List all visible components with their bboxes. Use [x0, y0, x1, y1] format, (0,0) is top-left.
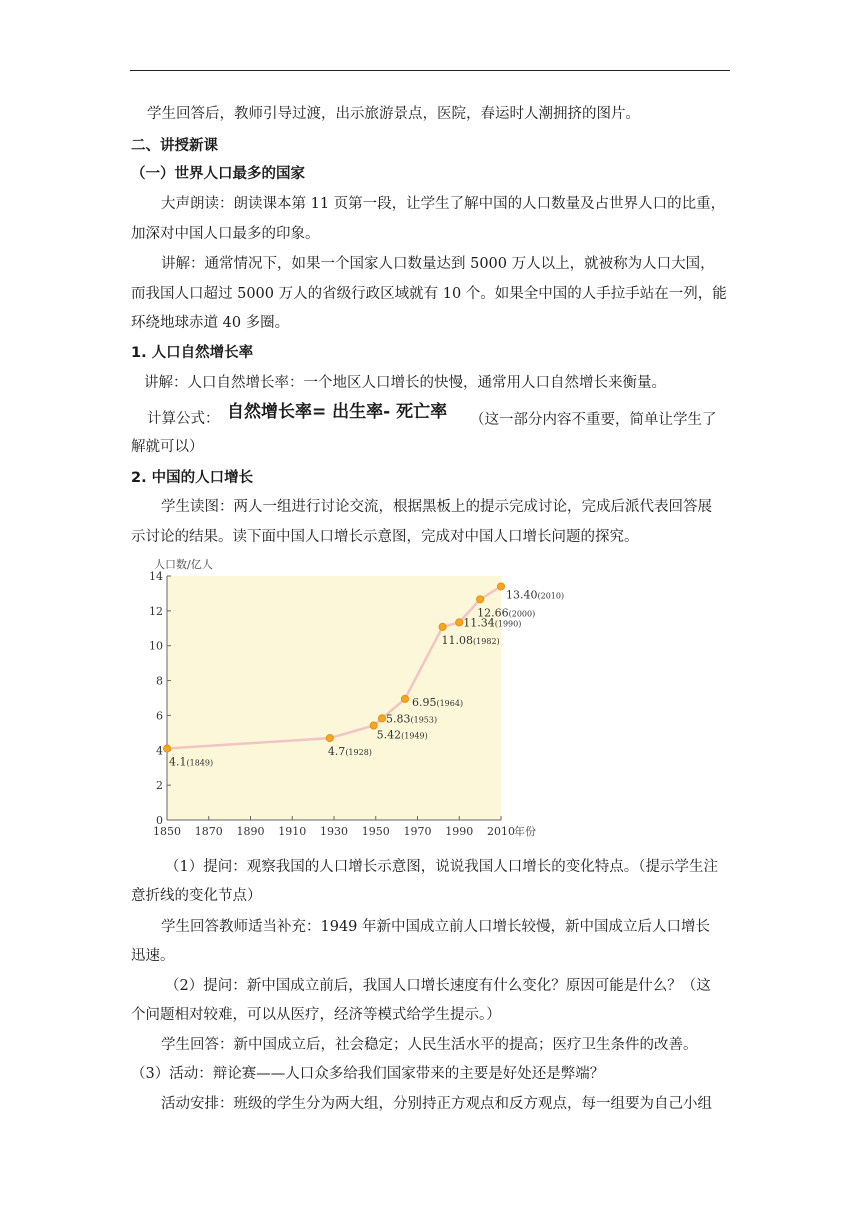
heading-natural-growth-rate: 1. 人口自然增长率 [131, 345, 254, 361]
paragraph-transition: 学生回答后，教师引导过渡，出示旅游景点，医院，春运时人潮拥挤的图片。 [147, 106, 640, 122]
formula-note: （这一部分内容不重要，简单让学生了 [470, 412, 717, 428]
header-rule [130, 70, 730, 71]
data-label: 5.42(1949) [376, 728, 428, 742]
paragraph-question2-line1: （2）提问：新中国成立前后，我国人口增长速度有什么变化？原因可能是什么？（这 [165, 978, 711, 994]
data-label: 4.7(1928) [327, 745, 372, 759]
data-point [401, 695, 408, 702]
subsection-heading-most-populous: （一）世界人口最多的国家 [131, 166, 305, 182]
data-label: 13.40(2010) [506, 588, 565, 602]
data-point [456, 619, 463, 626]
data-point [326, 734, 333, 741]
y-tick-label: 12 [149, 604, 163, 618]
paragraph-activity-debate: （3）活动：辩论赛——人口众多给我们国家带来的主要是好处还是弊端？ [131, 1066, 605, 1082]
y-tick-label: 6 [156, 709, 163, 723]
y-tick-label: 10 [149, 639, 163, 653]
data-label: 12.66(2000) [477, 606, 536, 620]
x-tick-label: 1850 [153, 825, 181, 838]
heading-china-population-growth: 2. 中国的人口增长 [131, 470, 254, 486]
y-tick-label: 8 [156, 674, 163, 688]
paragraph-question1-line1: （1）提问：观察我国的人口增长示意图，说说我国人口增长的变化特点。（提示学生注 [165, 859, 718, 875]
x-tick-label: 1910 [278, 825, 307, 838]
x-tick-label: 2010 [487, 825, 515, 838]
paragraph-answer1-line1: 学生回答教师适当补充：1949 年新中国成立前人口增长较慢，新中国成立后人口增长 [161, 919, 711, 935]
data-point [439, 623, 446, 630]
data-point [378, 715, 385, 722]
paragraph-reading-line1: 大声朗读：朗读课本第 11 页第一段，让学生了解中国的人口数量及占世界人口的比重， [161, 196, 726, 212]
y-tick-label: 4 [156, 744, 163, 758]
y-tick-label: 2 [156, 779, 163, 793]
paragraph-question2-line2: 个问题相对较难，可以从医疗，经济等模式给学生提示。） [131, 1007, 501, 1023]
paragraph-activity-arrangement: 活动安排：班级的学生分为两大组，分别持正方观点和反方观点，每一组要为自己小组 [161, 1096, 712, 1112]
paragraph-explain-line2: 而我国人口超过 5000 万人的省级行政区域就有 10 个。如果全中国的人手拉手站在一列，能 [131, 286, 727, 302]
paragraph-explain-line1: 讲解：通常情况下，如果一个国家人口数量达到 5000 万人以上，就被称为人口大国， [161, 256, 715, 272]
data-point [497, 583, 504, 590]
data-label: 6.95(1964) [411, 695, 464, 709]
paragraph-growth-rate-definition: 讲解：人口自然增长率：一个地区人口增长的快慢，通常用人口自然增长来衡量。 [144, 375, 666, 391]
x-tick-label: 1950 [361, 825, 390, 838]
data-label: 11.08(1982) [441, 633, 500, 647]
data-label: 11.34(1990) [463, 616, 522, 630]
paragraph-explain-line3: 环绕地球赤道 40 多圈。 [131, 315, 290, 331]
x-tick-label: 1990 [445, 825, 474, 838]
x-tick-label: 1870 [194, 825, 223, 838]
section-heading-new-lesson: 二、讲授新课 [131, 138, 218, 154]
paragraph-answer1-line2: 迅速。 [131, 948, 175, 964]
data-point [163, 745, 170, 752]
paragraph-reading-line2: 加深对中国人口最多的印象。 [131, 226, 320, 242]
chart-x-axis-label: 年份 [514, 825, 536, 838]
chart-y-axis-label: 人口数/亿人 [154, 558, 213, 571]
paragraph-reading-chart-line1: 学生读图：两人一组进行讨论交流，根据黑板上的提示完成讨论，完成后派代表回答展 [161, 499, 712, 515]
paragraph-answer2: 学生回答：新中国成立后，社会稳定；人民生活水平的提高；医疗卫生条件的改善。 [161, 1037, 698, 1053]
formula-note-continued: 解就可以） [131, 439, 204, 455]
paragraph-question1-line2: 意折线的变化节点） [131, 888, 262, 904]
data-label: 5.83(1953) [386, 712, 438, 726]
data-point [477, 596, 484, 603]
y-tick-label: 0 [156, 814, 163, 827]
paragraph-reading-chart-line2: 示讨论的结果。读下面中国人口增长示意图，完成对中国人口增长问题的探究。 [131, 529, 639, 545]
x-tick-label: 1930 [320, 825, 348, 838]
y-tick-label: 14 [149, 570, 163, 583]
x-tick-label: 1890 [236, 825, 265, 838]
data-label: 4.1(1849) [169, 755, 214, 769]
formula-label: 计算公式： [147, 411, 220, 427]
x-tick-label: 1970 [403, 825, 432, 838]
population-growth-chart [138, 554, 568, 844]
formula-text: 自然增长率= 出生率- 死亡率 [227, 402, 448, 422]
